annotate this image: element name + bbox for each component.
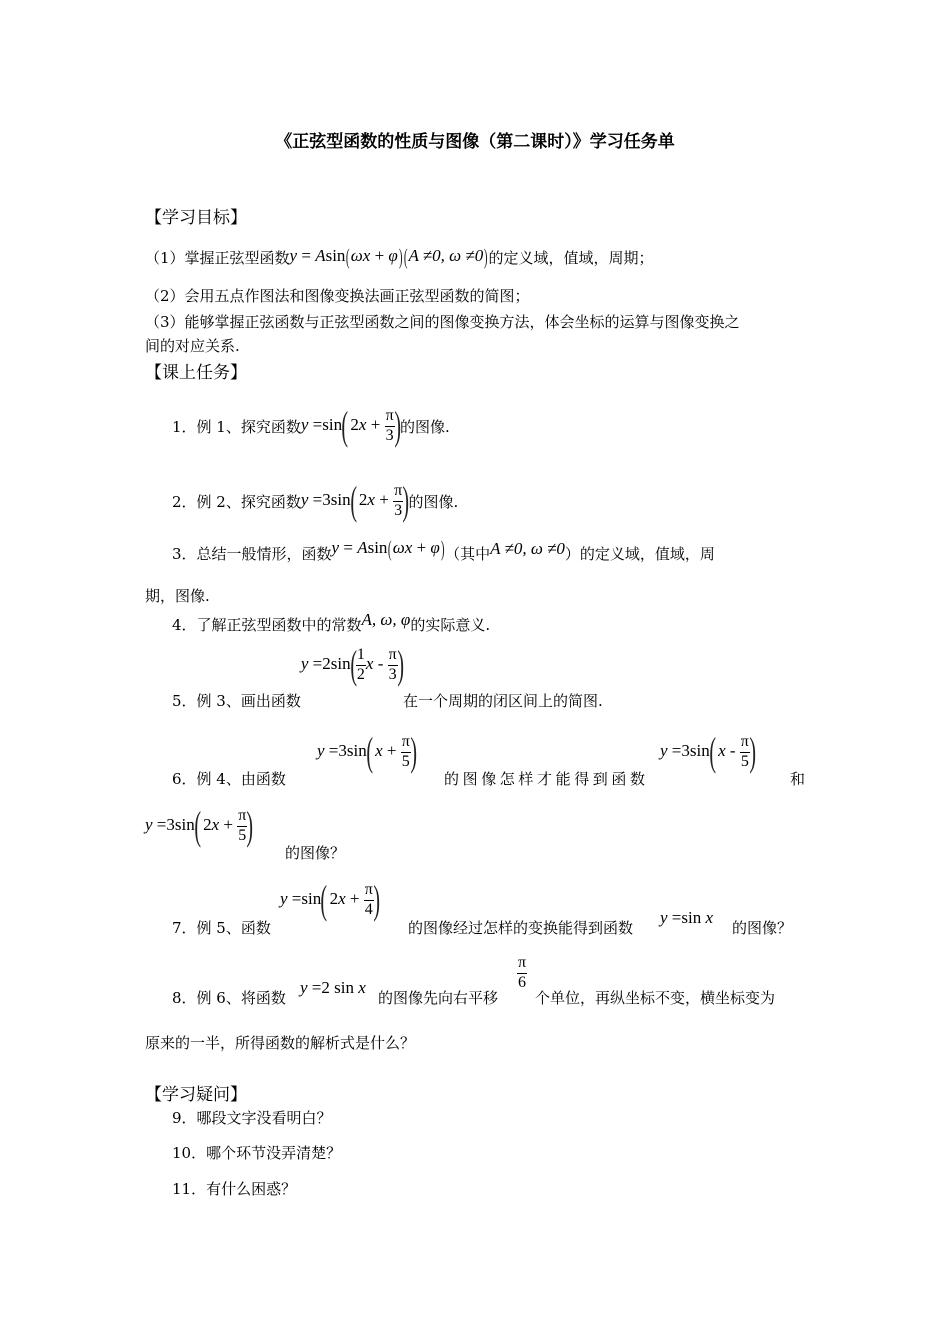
task-4-prefix: 4．了解正弦型函数中的常数 xyxy=(172,615,362,634)
task-7-target: y =sin x xyxy=(660,908,714,927)
task-8 xyxy=(172,955,812,1015)
task-1-suffix: 的图像. xyxy=(399,418,450,436)
task-5-formula: y =2sin( $\frac{1}{2}$ x - $\frac{\pi}{3}$ ) xyxy=(300,642,404,687)
task-7-formula: y =sin( 2x + $\frac{\pi}{4}$ ) xyxy=(280,877,380,922)
task-2-prefix: 2．例 2、探究函数 xyxy=(172,493,301,511)
task-1-formula: y =sin( 2x + $\frac{\pi}{3}$ ) xyxy=(300,403,401,448)
task-6 xyxy=(172,729,812,792)
task-5-suffix: 在一个周期的闭区间上的简图. xyxy=(403,692,603,710)
task-7-suffix: 的图像？ xyxy=(732,919,793,937)
task-3 xyxy=(172,535,715,571)
task-3-formula: y = Asin(ωx + φ) xyxy=(331,536,445,562)
task-8-line2: 原来的一半，所得函数的解析式是什么？ xyxy=(145,1034,416,1052)
task-3-suffix: ）的定义域，值域，周 xyxy=(564,544,715,563)
task-2-suffix: 的图像. xyxy=(408,493,459,511)
goal-1-suffix: 的定义域，值域，周期； xyxy=(488,248,654,267)
task-3-conditions: A ≠0, ω ≠0 xyxy=(490,539,565,558)
goal-2: （2）会用五点作图法和图像变换法画正弦型函数的简图； xyxy=(145,287,530,305)
task-1 xyxy=(172,386,450,466)
task-4-suffix: 的实际意义. xyxy=(410,615,491,634)
goal-1 xyxy=(145,233,654,281)
task-7-mid: 的图像经过怎样的变换能得到函数 xyxy=(408,919,634,937)
task-6-formula-1: y =3sin( x + $\frac{\pi}{5}$ ) xyxy=(317,729,417,774)
task-5-prefix: 5．例 3、画出函数 xyxy=(172,692,301,710)
task-8-prefix: 8．例 6、将函数 xyxy=(172,989,286,1007)
task-8-shift: $\frac{\pi}{6}$ xyxy=(518,954,527,991)
section-goals-heading: 【学习目标】 xyxy=(145,208,247,228)
section-questions-heading: 【学习疑问】 xyxy=(145,1085,247,1105)
task-6-suffix: 的图像？ xyxy=(285,844,346,862)
task-2 xyxy=(172,460,458,540)
goal-1-prefix: （1）掌握正弦型函数 xyxy=(145,248,290,267)
task-6-and: 和 xyxy=(790,770,806,788)
task-7 xyxy=(172,877,812,940)
question-10: 10．哪个环节没弄清楚？ xyxy=(172,1144,342,1162)
task-2-formula: y =3sin( 2x + $\frac{\pi}{3}$ ) xyxy=(300,478,410,523)
task-3-prefix: 3．总结一般情形，函数 xyxy=(172,544,332,563)
task-6-formula-2: y =3sin( x - $\frac{\pi}{5}$ ) xyxy=(660,729,756,774)
task-1-prefix: 1．例 1、探究函数 xyxy=(172,418,301,436)
task-4 xyxy=(172,608,490,640)
goal-3-line1: （3）能够掌握正弦函数与正弦型函数之间的图像变换方法，体会坐标的运算与图像变换之 xyxy=(145,313,740,331)
task-3-line2: 期，图像. xyxy=(145,587,210,605)
task-8-mid2: 个单位，再纵坐标不变，横坐标变为 xyxy=(535,989,776,1007)
task-4-constants: A, ω, φ xyxy=(361,610,411,629)
task-6-formula-3: y =3sin( 2x + $\frac{\pi}{5}$ ) xyxy=(145,803,254,848)
page-title: 《正弦型函数的性质与图像（第二课时）》学习任务单 xyxy=(275,132,675,152)
question-11: 11．有什么困惑？ xyxy=(172,1180,297,1198)
task-8-formula: y =2 sin x xyxy=(300,978,366,997)
task-5 xyxy=(172,642,603,715)
question-9: 9．哪段文字没看明白？ xyxy=(172,1109,332,1127)
task-6-mid: 的图像怎样才能得到函数 xyxy=(444,770,649,788)
section-tasks-heading: 【课上任务】 xyxy=(145,363,247,383)
task-7-prefix: 7．例 5、函数 xyxy=(172,919,271,937)
goal-3-line2: 间的对应关系. xyxy=(145,337,240,355)
task-8-mid1: 的图像先向右平移 xyxy=(378,989,499,1007)
goal-1-formula: y = Asin(ωx + φ)(A ≠0, ω ≠0) xyxy=(289,244,488,270)
task-3-mid: （其中 xyxy=(445,544,491,563)
task-6-prefix: 6．例 4、由函数 xyxy=(172,770,286,788)
